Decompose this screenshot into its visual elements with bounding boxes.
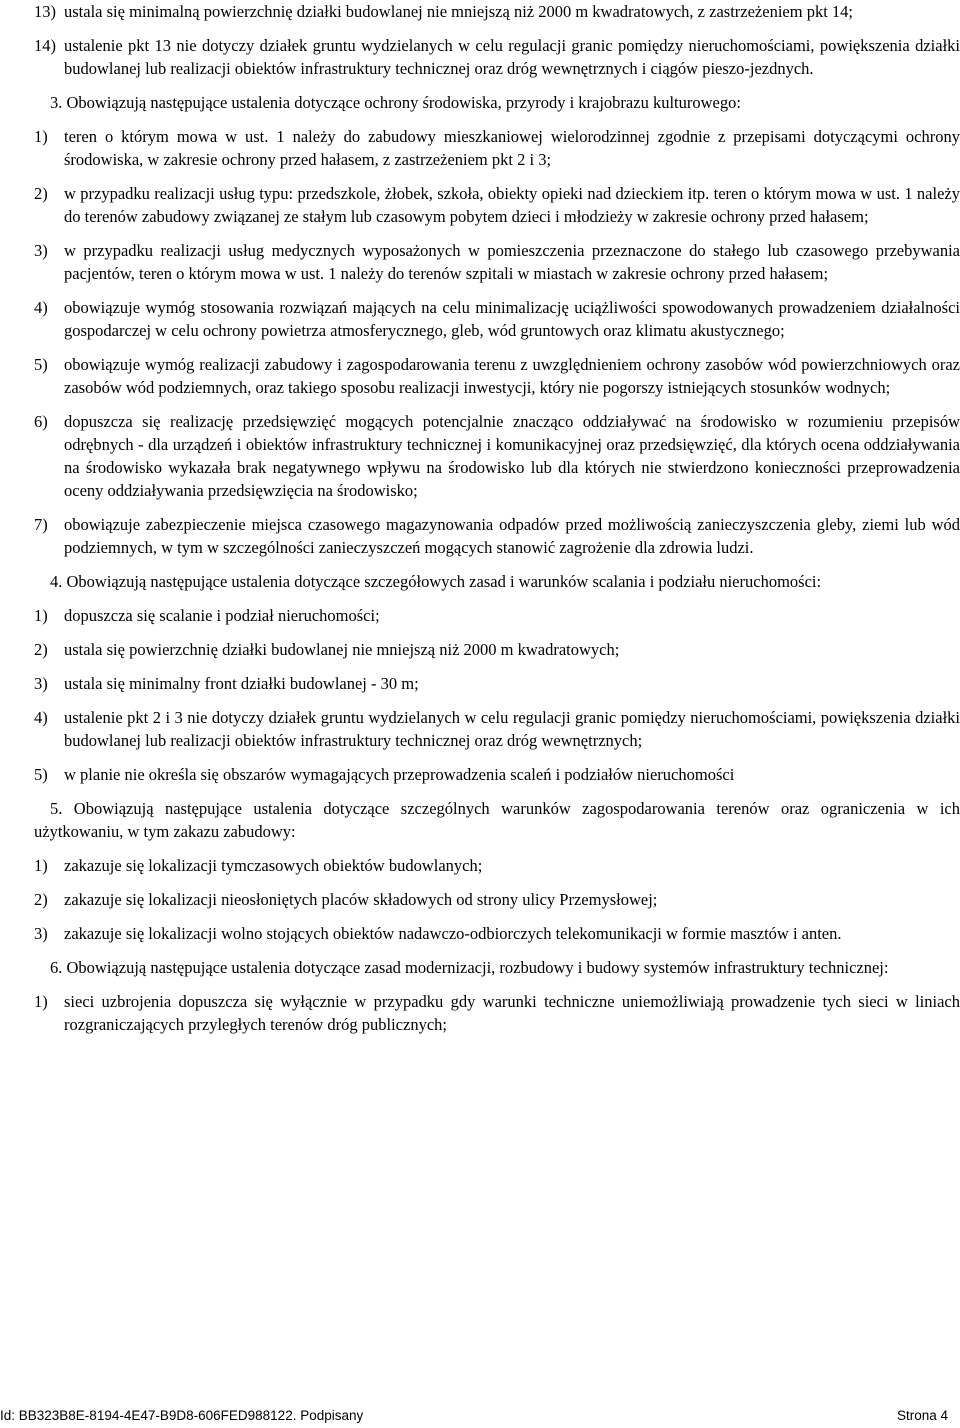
list-item bbox=[34, 672, 960, 695]
page-number: Strona 4 bbox=[896, 1408, 948, 1423]
list-item bbox=[34, 410, 960, 502]
list-item bbox=[34, 353, 960, 399]
list-item bbox=[34, 604, 960, 627]
list-item bbox=[34, 922, 960, 945]
list-item bbox=[34, 990, 960, 1036]
list-item-number: 4) bbox=[34, 298, 48, 317]
document-body bbox=[34, 0, 960, 1047]
list-item bbox=[34, 763, 960, 786]
list-item-number: 4) bbox=[34, 708, 48, 727]
list-item-text: obowiązuje wymóg stosowania rozwiązań mających na celu minimalizację uciążliwości spowodowanych prowadzeniem działalności gospodarczej w celu ochrony powietrza atmosferycznego, gleb, wód gruntowych oraz klimatu akustycznego; bbox=[64, 298, 960, 340]
list-item-number: 2) bbox=[34, 890, 48, 909]
list-item-number: 14) bbox=[34, 36, 56, 55]
list-item-text: ustala się minimalny front działki budowlanej - 30 m; bbox=[64, 674, 419, 693]
list-item-number: 1) bbox=[34, 992, 48, 1011]
section-heading: 4. Obowiązują następujące ustalenia dotyczące szczegółowych zasad i warunków scalania i podziału nieruchomości: bbox=[50, 572, 822, 591]
list-item-number: 5) bbox=[34, 355, 48, 374]
list-item bbox=[34, 0, 960, 23]
list-item-number: 2) bbox=[34, 640, 48, 659]
list-item-text: dopuszcza się scalanie i podział nieruchomości; bbox=[64, 606, 380, 625]
list-item-number: 1) bbox=[34, 856, 48, 875]
list-item-text: ustalenie pkt 2 i 3 nie dotyczy działek gruntu wydzielanych w celu regulacji granic pomiędzy nieruchomościami, powiększenia działki budowlanej lub realizacji obiektów infrastruktury technicznej oraz dróg wewnętrznych; bbox=[64, 708, 960, 750]
list-item bbox=[34, 34, 960, 80]
list-item-number: 3) bbox=[34, 924, 48, 943]
section-heading: 6. Obowiązują następujące ustalenia dotyczące zasad modernizacji, rozbudowy i budowy systemów infrastruktury technicznej: bbox=[50, 958, 889, 977]
list-item-text: zakazuje się lokalizacji wolno stojących obiektów nadawczo-odbiorczych telekomunikacji w formie masztów i anten. bbox=[64, 924, 842, 943]
list-item-text: teren o którym mowa w ust. 1 należy do zabudowy mieszkaniowej wielorodzinnej zgodnie z przepisami dotyczącymi ochrony środowiska, w zakresie ochrony przed hałasem, z zastrzeżeniem pkt 2 i 3; bbox=[64, 127, 960, 169]
list-item-text: obowiązuje wymóg realizacji zabudowy i zagospodarowania terenu z uwzględnieniem ochrony zasobów wód powierzchniowych oraz zasobów wód podziemnych, oraz takiego sposobu realizacji inwestycji, który nie pogorszy istniejących stosunków wodnych; bbox=[64, 355, 960, 397]
list-item-number: 6) bbox=[34, 412, 48, 431]
list-item bbox=[34, 182, 960, 228]
list-item-text: zakazuje się lokalizacji tymczasowych obiektów budowlanych; bbox=[64, 856, 483, 875]
section-heading: 3. Obowiązują następujące ustalenia dotyczące ochrony środowiska, przyrody i krajobrazu kulturowego: bbox=[50, 93, 741, 112]
list-item bbox=[34, 888, 960, 911]
section-heading: 5. Obowiązują następujące ustalenia dotyczące szczególnych warunków zagospodarowania terenów oraz ograniczenia w ich użytkowaniu, w tym zakazu zabudowy: bbox=[34, 799, 960, 841]
list-item-text: obowiązuje zabezpieczenie miejsca czasowego magazynowania odpadów przed możliwością zanieczyszczenia gleby, ziemi lub wód podziemnych, w tym w szczególności zanieczyszczeń mogących stanowić zagrożenie dla zdrowia ludzi. bbox=[64, 515, 960, 557]
list-item-number: 3) bbox=[34, 674, 48, 693]
list-item-number: 2) bbox=[34, 184, 48, 203]
list-item-text: dopuszcza się realizację przedsięwzięć mogących potencjalnie znacząco oddziaływać na środowisko w rozumieniu przepisów odrębnych - dla urządzeń i obiektów infrastruktury technicznej i komunikacyjnej oraz przedsięwzięć, dla których ocena oddziaływania na środowisko wykazała brak negatywnego wpływu na środowisko lub dla których nie stwierdzono konieczności przeprowadzenia oceny oddziaływania przedsięwzięcia na środowisko; bbox=[64, 412, 960, 500]
list-item bbox=[34, 854, 960, 877]
list-item-number: 5) bbox=[34, 765, 48, 784]
list-item-number: 7) bbox=[34, 515, 48, 534]
list-item-text: ustala się powierzchnię działki budowlanej nie mniejszą niż 2000 m kwadratowych; bbox=[64, 640, 620, 659]
list-item-number: 1) bbox=[34, 606, 48, 625]
document-id: Id: BB323B8E-8194-4E47-B9D8-606FED988122. Podpisany bbox=[0, 1408, 364, 1423]
list-item bbox=[34, 513, 960, 559]
list-item-number: 3) bbox=[34, 241, 48, 260]
list-item bbox=[34, 296, 960, 342]
list-item-text: ustalenie pkt 13 nie dotyczy działek gruntu wydzielanych w celu regulacji granic pomiędzy nieruchomościami, powiększenia działki budowlanej lub realizacji obiektów infrastruktury technicznej oraz dróg wewnętrznych i ciągów pieszo-jezdnych. bbox=[64, 36, 960, 78]
list-item bbox=[34, 638, 960, 661]
list-item bbox=[34, 706, 960, 752]
list-item-text: sieci uzbrojenia dopuszcza się wyłącznie w przypadku gdy warunki techniczne uniemożliwiają prowadzenie tych sieci w liniach rozgraniczających przyległych terenów dróg publicznych; bbox=[64, 992, 960, 1034]
list-item-text: zakazuje się lokalizacji nieosłoniętych placów składowych od strony ulicy Przemysłowej; bbox=[64, 890, 658, 909]
list-item-text: ustala się minimalną powierzchnię działki budowlanej nie mniejszą niż 2000 m kwadratowych, z zastrzeżeniem pkt 14; bbox=[64, 2, 853, 21]
list-item-number: 1) bbox=[34, 127, 48, 146]
list-item-text: w przypadku realizacji usług typu: przedszkole, żłobek, szkoła, obiekty opieki nad dzieckiem itp. teren o którym mowa w ust. 1 należy do terenów zabudowy związanej ze stałym lub czasowym pobytem dzieci i młodzieży w zakresie ochrony przed hałasem; bbox=[64, 184, 960, 226]
list-item bbox=[34, 239, 960, 285]
list-item-number: 13) bbox=[34, 2, 56, 21]
list-item-text: w przypadku realizacji usług medycznych wyposażonych w pomieszczenia przeznaczone do stałego lub czasowego przebywania pacjentów, teren o którym mowa w ust. 1 należy do terenów szpitali w miastach w zakresie ochrony przed hałasem; bbox=[64, 241, 960, 283]
list-item bbox=[34, 125, 960, 171]
list-item-text: w planie nie określa się obszarów wymagających przeprowadzenia scaleń i podziałów nieruchomości bbox=[64, 765, 735, 784]
